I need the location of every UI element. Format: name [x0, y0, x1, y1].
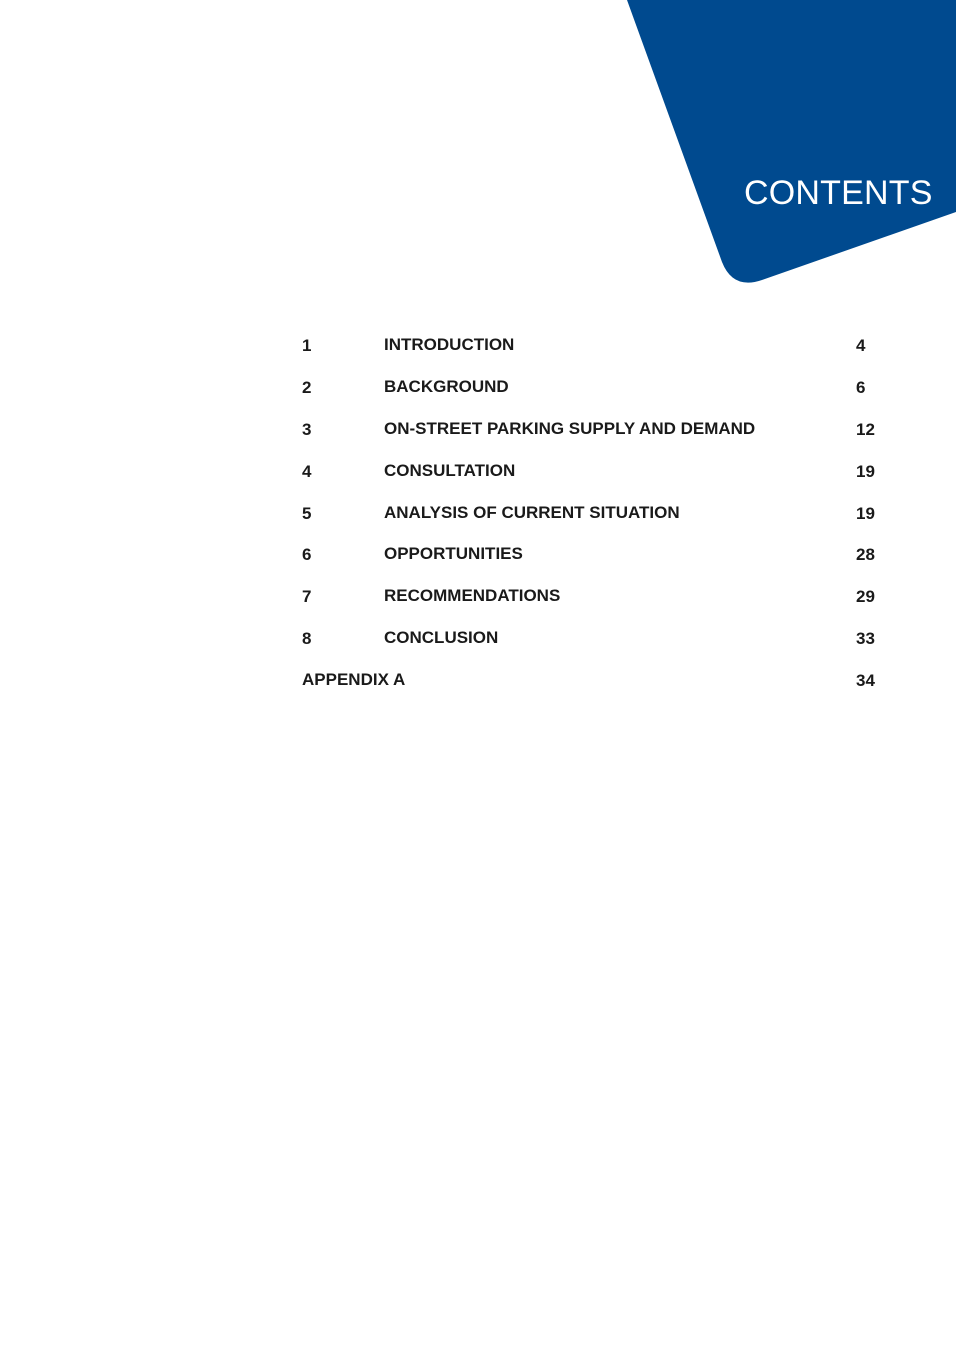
toc-entry-appendix[interactable]	[302, 667, 880, 709]
toc-entry-page: 33	[856, 629, 875, 649]
table-of-contents	[302, 332, 880, 709]
toc-entry-page: 12	[856, 419, 875, 439]
toc-entry-title: ANALYSIS OF CURRENT SITUATION	[384, 502, 680, 522]
toc-entry-page: 19	[856, 503, 875, 523]
toc-entry-number: 6	[302, 545, 312, 565]
page-title: CONTENTS	[744, 174, 933, 212]
toc-entry-number: 4	[302, 461, 312, 481]
header-banner	[0, 0, 956, 300]
toc-entry-title: BACKGROUND	[384, 376, 509, 396]
banner-shape	[627, 0, 956, 283]
toc-entry-page: 6	[856, 377, 866, 397]
toc-entry-number: 7	[302, 587, 312, 607]
toc-entry-number: 1	[302, 336, 312, 355]
toc-entry-page: 19	[856, 461, 875, 481]
toc-entry-title: RECOMMENDATIONS	[384, 586, 561, 606]
toc-entry[interactable]	[302, 416, 880, 458]
toc-entry[interactable]	[302, 625, 880, 667]
toc-entry-number: 2	[302, 377, 312, 397]
toc-entry[interactable]	[302, 500, 880, 542]
toc-entry-title: ON-STREET PARKING SUPPLY AND DEMAND	[384, 418, 756, 438]
toc-entry[interactable]	[302, 583, 880, 625]
toc-entry-page: 34	[856, 671, 875, 691]
toc-entry-title: CONSULTATION	[384, 460, 516, 480]
toc-entry-page: 28	[856, 545, 875, 565]
toc-entry-page: 4	[856, 336, 866, 355]
toc-entry-title: CONCLUSION	[384, 628, 499, 648]
toc-entry-number: 5	[302, 503, 312, 523]
toc-entry-number: 8	[302, 629, 312, 649]
toc-entry[interactable]	[302, 374, 880, 416]
toc-entry-number: 3	[302, 419, 312, 439]
toc-entry-title: INTRODUCTION	[384, 335, 515, 354]
toc-entry-page: 29	[856, 587, 875, 607]
toc-entry-title: APPENDIX A	[302, 670, 406, 690]
toc-entry-title: OPPORTUNITIES	[384, 544, 523, 564]
toc-entry[interactable]	[302, 541, 880, 583]
toc-entry[interactable]	[302, 332, 880, 374]
toc-entry[interactable]	[302, 458, 880, 500]
